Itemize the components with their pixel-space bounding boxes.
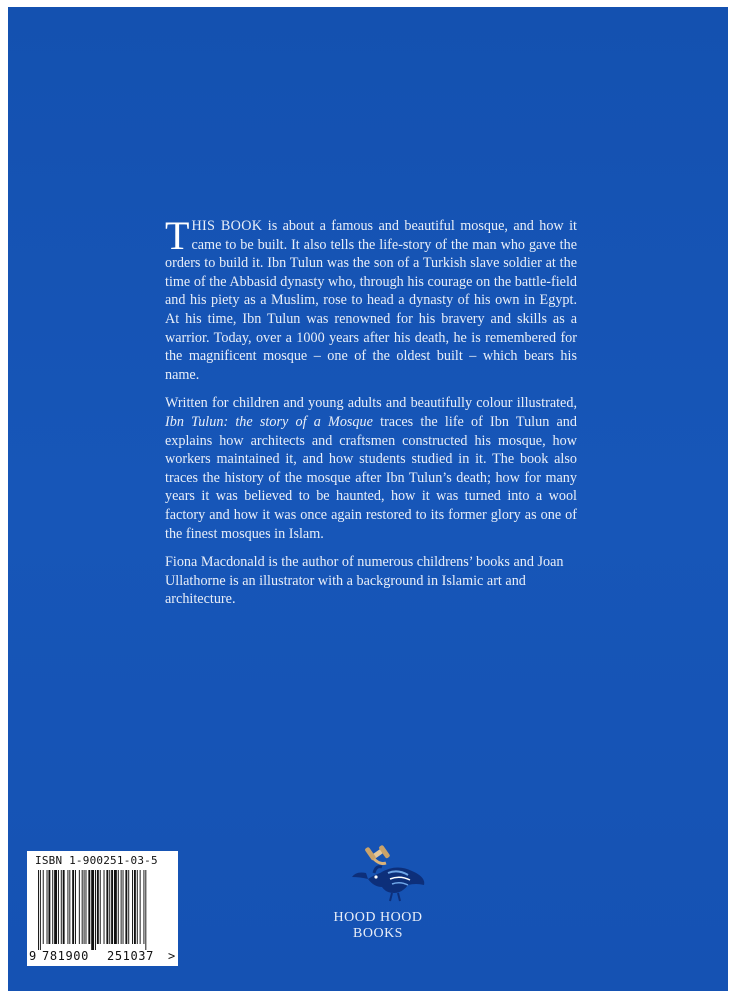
barcode-bar bbox=[48, 870, 50, 944]
barcode-digits-right: 251037 bbox=[107, 949, 154, 963]
blurb-paragraph-1 bbox=[165, 213, 577, 384]
barcode-bar bbox=[91, 870, 94, 950]
barcode-bar bbox=[63, 870, 65, 944]
barcode-bar bbox=[75, 870, 76, 944]
barcode-bar bbox=[137, 870, 138, 944]
barcode-digit-first: 9 bbox=[29, 949, 37, 963]
barcode-bar bbox=[38, 870, 39, 950]
barcode-bar bbox=[47, 870, 48, 944]
hoopoe-bird-with-scroll-icon bbox=[346, 843, 430, 913]
blurb-paragraph-3: Fiona Macdonald is the author of numerous childrens’ books and Joan Ullathorne is an illustrator with a background in Islamic art and architecture. bbox=[165, 554, 564, 608]
drop-cap: T bbox=[165, 213, 190, 258]
barcode-bar bbox=[52, 870, 53, 944]
barcode-bar bbox=[72, 870, 74, 944]
barcode-bar bbox=[43, 870, 44, 944]
barcode-bar bbox=[67, 870, 68, 944]
barcode-bar bbox=[114, 870, 117, 944]
blurb-text bbox=[165, 213, 577, 619]
barcode-bar bbox=[100, 870, 101, 944]
barcode-bar bbox=[134, 870, 136, 944]
paragraph-2-intro: Written for children and young adults and beautifully colour illustrated, bbox=[165, 395, 577, 412]
barcode-bar bbox=[97, 870, 99, 944]
barcode-bar bbox=[58, 870, 59, 944]
barcode-bar bbox=[143, 870, 144, 944]
barcode-bar bbox=[109, 870, 110, 944]
isbn-label: ISBN 1-900251-03-5 bbox=[35, 854, 158, 867]
publisher-line-2: BOOKS bbox=[353, 926, 403, 941]
paragraph-2-text: traces the life of Ibn Tulun and explains how architects and craftsmen constructed his mosque, how workers maintained it, and how students studied in it. The book also traces the history of the mosque after Ibn Tulun’s death; how for many years it was believed to be haunted, how it was turned into a wool factory and how it was once again restored to its former glory as one of the finest mosques in Islam. bbox=[165, 413, 577, 542]
barcode-bar bbox=[123, 870, 124, 944]
barcode-bar bbox=[69, 870, 70, 944]
barcode-panel bbox=[27, 851, 178, 966]
lead-in-smallcaps: HIS BOOK bbox=[191, 218, 263, 234]
barcode-bar bbox=[40, 870, 41, 950]
barcode-digits-left: 781900 bbox=[42, 949, 89, 963]
barcode-bar bbox=[82, 870, 83, 944]
barcode-bar bbox=[125, 870, 127, 944]
barcode-bar bbox=[88, 870, 90, 944]
barcode-bar bbox=[118, 870, 119, 944]
book-title-italic: Ibn Tulun: the story of a Mosque bbox=[165, 413, 373, 430]
barcode-bar bbox=[140, 870, 141, 944]
barcode-bar bbox=[145, 870, 146, 950]
barcode-bar bbox=[132, 870, 133, 944]
barcode-bar bbox=[86, 870, 87, 944]
barcode-bar bbox=[61, 870, 62, 944]
publisher-line-1: HOOD HOOD bbox=[333, 910, 423, 925]
paragraph-1-text: is about a famous and beautiful mosque, and how it came to be built. It also tells the life-story of the man who gave the orders to build it. Ibn Tulun was the son of a Turkish slave soldier at the time of the Abbasid dynasty who, through his courage on the battle-field and his piety as a Muslim, rose to head a dynasty of his own in Egypt. At his time, Ibn Tulun was renowned for his bravery and skills as a warrior. Today, over a 1000 years after his death, he is remembered for the magnificent mosque – one of the oldest built – which bears his name. bbox=[165, 218, 577, 383]
barcode-bar bbox=[54, 870, 57, 944]
barcode-bar bbox=[104, 870, 105, 944]
publisher-name bbox=[308, 910, 448, 942]
blurb-paragraph-2 bbox=[165, 394, 577, 543]
barcode-bar bbox=[106, 870, 108, 944]
scroll-icon bbox=[364, 845, 390, 864]
barcode-bar bbox=[79, 870, 80, 944]
barcode-bar bbox=[111, 870, 113, 944]
barcode-bar bbox=[128, 870, 129, 944]
barcode-digit-last: > bbox=[168, 949, 176, 963]
barcode-bars bbox=[38, 870, 164, 950]
back-cover bbox=[8, 7, 728, 991]
barcode-bar bbox=[121, 870, 122, 944]
barcode-bar bbox=[84, 870, 85, 944]
barcode-bar bbox=[95, 870, 96, 950]
